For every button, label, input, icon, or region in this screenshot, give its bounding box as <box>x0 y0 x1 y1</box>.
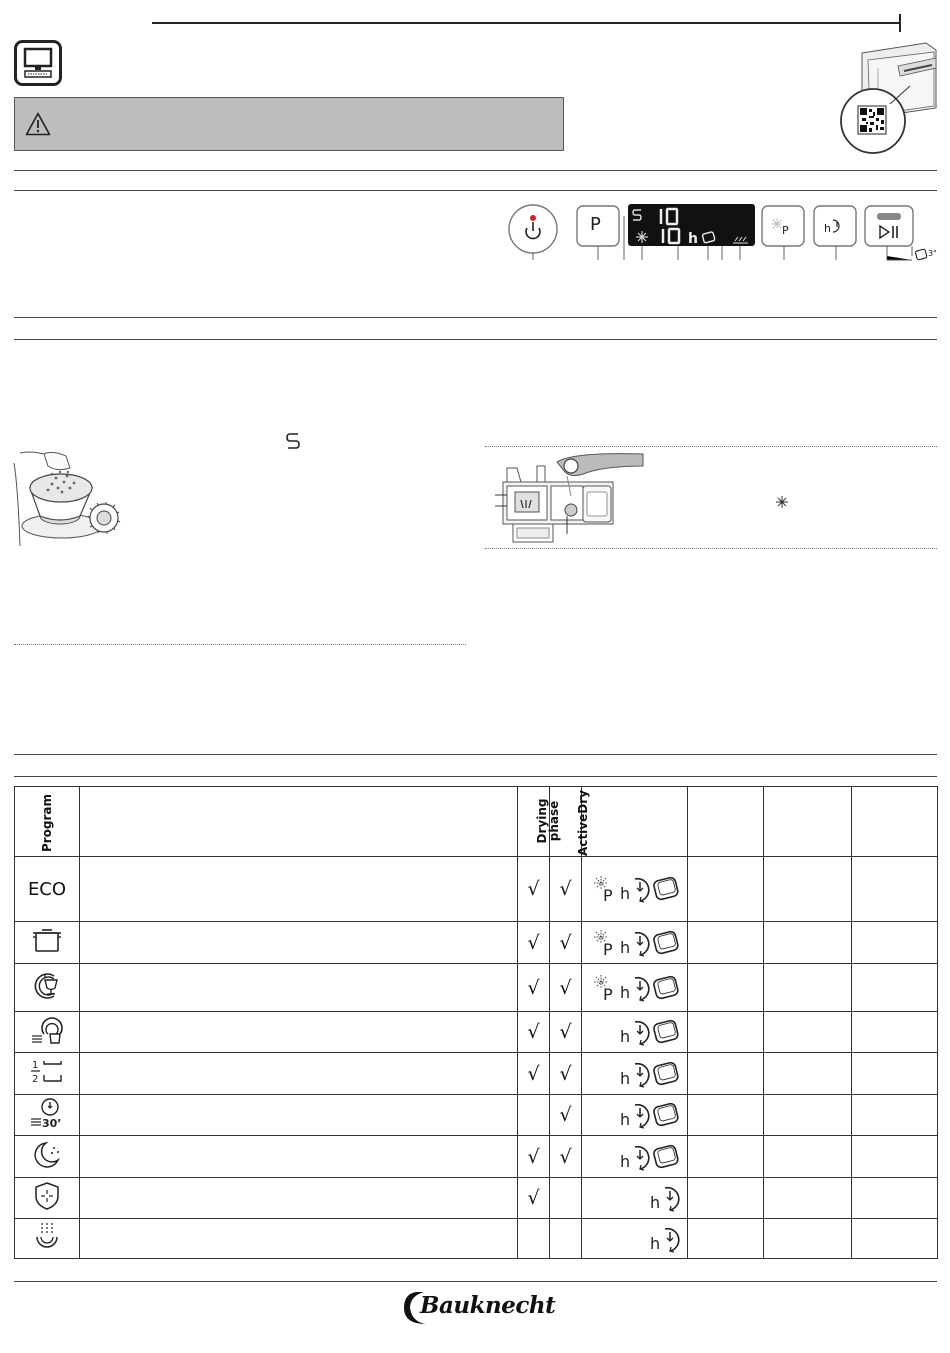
half-load-icon <box>29 1057 65 1087</box>
pot-icon <box>30 927 64 955</box>
program-description-cell <box>80 1012 518 1053</box>
header-rule-end <box>899 14 901 32</box>
empty-cell <box>852 1136 938 1178</box>
multizone-p-icon <box>593 928 619 958</box>
drying-phase-cell <box>518 1095 550 1136</box>
options-cell <box>582 1095 688 1136</box>
empty-cell <box>764 1178 852 1219</box>
empty-cell <box>688 1219 764 1259</box>
check-mark: √ <box>559 878 572 900</box>
empty-cell <box>764 1136 852 1178</box>
monitor-icon <box>14 40 62 86</box>
empty-header <box>764 787 852 857</box>
warning-bar <box>14 97 564 151</box>
options-cell <box>582 1053 688 1095</box>
empty-cell <box>852 1053 938 1095</box>
program-row <box>15 922 938 964</box>
options-cell <box>582 922 688 964</box>
svg-text:P: P <box>782 224 789 237</box>
multizone-p-icon <box>593 973 619 1003</box>
check-mark: √ <box>559 1145 572 1168</box>
program-icon-cell <box>15 922 80 964</box>
program-table <box>14 786 938 1259</box>
active-dry-cell <box>550 1053 582 1095</box>
quick-wash-icon <box>30 1014 64 1046</box>
options-cell <box>582 857 688 922</box>
night-icon <box>32 1140 62 1170</box>
empty-cell <box>852 1219 938 1259</box>
program-description-cell <box>80 1178 518 1219</box>
tablet-icon <box>651 1018 681 1046</box>
program-description-cell <box>80 1053 518 1095</box>
svg-text:h: h <box>620 1151 631 1171</box>
dotted-divider <box>485 446 937 447</box>
delay-start-icon <box>619 1142 651 1172</box>
drying-phase-cell <box>518 1053 550 1095</box>
active-dry-cell <box>550 857 582 922</box>
svg-text:h: h <box>620 1110 631 1129</box>
check-mark: √ <box>527 1145 540 1168</box>
check-mark: √ <box>559 1104 572 1126</box>
check-mark: √ <box>527 976 540 999</box>
active-dry-cell <box>550 922 582 964</box>
program-button-label[interactable]: P <box>590 214 601 235</box>
check-mark: √ <box>527 931 540 954</box>
check-mark: √ <box>559 1021 572 1043</box>
drying-phase-cell <box>518 1178 550 1219</box>
control-panel-illustration <box>500 196 945 266</box>
multizone-p-icon <box>593 874 619 904</box>
detergent-dispenser-illustration <box>493 452 673 547</box>
program-icon-cell <box>15 1095 80 1136</box>
drying-phase-cell <box>518 1219 550 1259</box>
program-row <box>15 1095 938 1136</box>
options-cell <box>582 964 688 1012</box>
options-cell <box>582 1178 688 1219</box>
section-rule <box>14 339 937 340</box>
empty-cell <box>764 1053 852 1095</box>
svg-text:h: h <box>620 1027 631 1046</box>
footer-rule <box>14 1281 937 1282</box>
description-header <box>80 787 518 857</box>
program-row <box>15 1012 938 1053</box>
program-icon-cell <box>15 1012 80 1053</box>
empty-cell <box>688 1053 764 1095</box>
svg-text:2: 2 <box>32 1073 39 1085</box>
delay-start-icon <box>619 1059 651 1089</box>
svg-text:P: P <box>603 984 613 1003</box>
empty-cell <box>852 1178 938 1219</box>
active-dry-cell <box>550 964 582 1012</box>
empty-cell <box>688 1012 764 1053</box>
tablet-icon <box>651 1101 681 1129</box>
empty-cell <box>852 964 938 1012</box>
program-row <box>15 1219 938 1259</box>
program-icon-cell <box>15 1219 80 1259</box>
empty-cell <box>688 964 764 1012</box>
svg-text:h: h <box>620 1068 631 1088</box>
active-dry-cell <box>550 1136 582 1178</box>
drying-phase-cell <box>518 922 550 964</box>
svg-text:h: h <box>620 982 631 1002</box>
program-description-cell <box>80 964 518 1012</box>
section-rule <box>14 170 937 171</box>
empty-cell <box>688 1136 764 1178</box>
drying-phase-header: Drying phase <box>518 787 550 857</box>
dishwasher-qr-illustration <box>838 38 938 156</box>
empty-cell <box>852 857 938 922</box>
active-dry-cell <box>550 1178 582 1219</box>
program-description-cell <box>80 1095 518 1136</box>
empty-cell <box>764 964 852 1012</box>
empty-cell <box>688 1095 764 1136</box>
brand-name: Bauknecht <box>420 1292 556 1319</box>
section-rule <box>14 776 937 777</box>
empty-cell <box>764 922 852 964</box>
check-mark: √ <box>527 1021 540 1043</box>
rinse-icon <box>33 1221 61 1253</box>
empty-cell <box>764 1012 852 1053</box>
empty-cell <box>688 922 764 964</box>
program-icon-cell <box>15 1178 80 1219</box>
tablet-icon <box>651 875 681 903</box>
empty-cell <box>688 857 764 922</box>
empty-cell <box>764 857 852 922</box>
drying-phase-cell <box>518 964 550 1012</box>
empty-cell <box>764 1219 852 1259</box>
active-dry-cell <box>550 1012 582 1053</box>
rapid-30-icon <box>29 1097 65 1129</box>
delay-start-icon <box>619 1100 651 1130</box>
program-icon-cell <box>15 964 80 1012</box>
options-cell <box>582 1136 688 1178</box>
section-rule <box>14 754 937 755</box>
program-row <box>15 964 938 1012</box>
delay-start-icon <box>619 973 651 1003</box>
program-header: Program <box>15 787 80 857</box>
delay-start-icon <box>619 1017 651 1047</box>
svg-text:30’: 30’ <box>42 1117 62 1129</box>
delay-start-icon <box>649 1183 681 1213</box>
tablet-hold-label: 3" <box>928 249 937 258</box>
program-icon-cell <box>15 1053 80 1095</box>
options-cell <box>582 1219 688 1259</box>
salt-filling-illustration <box>12 448 124 548</box>
dotted-divider <box>14 644 466 645</box>
options-header <box>582 787 688 857</box>
program-icon-cell <box>15 1136 80 1178</box>
svg-text:P: P <box>603 886 613 904</box>
active-dry-cell <box>550 1095 582 1136</box>
delay-start-icon <box>649 1224 681 1254</box>
check-mark: √ <box>527 878 540 900</box>
program-row <box>15 1178 938 1219</box>
check-mark: √ <box>559 1062 572 1085</box>
svg-text:1: 1 <box>32 1059 39 1071</box>
svg-text:h: h <box>620 884 631 903</box>
empty-cell <box>852 1012 938 1053</box>
svg-text:h: h <box>650 1193 661 1212</box>
multizone-star-icon <box>775 495 789 509</box>
program-description-cell <box>80 922 518 964</box>
empty-header <box>688 787 764 857</box>
program-row <box>15 1053 938 1095</box>
header-rule <box>152 22 900 24</box>
program-row <box>15 857 938 922</box>
program-row <box>15 1136 938 1178</box>
svg-text:P: P <box>603 939 613 958</box>
sanitize-icon <box>33 1181 61 1211</box>
empty-cell <box>688 1178 764 1219</box>
svg-text:h: h <box>824 222 831 235</box>
svg-text:h: h <box>688 231 698 247</box>
options-cell <box>582 1012 688 1053</box>
warning-icon <box>25 112 51 136</box>
salt-symbol-icon <box>286 432 300 450</box>
program-icon-cell <box>15 857 80 922</box>
empty-cell <box>852 1095 938 1136</box>
section-rule <box>14 190 937 191</box>
drying-phase-cell <box>518 1136 550 1178</box>
program-description-cell <box>80 857 518 922</box>
check-mark: √ <box>559 931 572 954</box>
svg-text:h: h <box>620 937 631 957</box>
tablet-icon <box>651 1060 681 1088</box>
program-description-cell <box>80 1136 518 1178</box>
delay-start-icon <box>619 928 651 958</box>
active-dry-header: ActiveDry <box>550 787 582 857</box>
drying-phase-cell <box>518 857 550 922</box>
check-mark: √ <box>559 976 572 999</box>
program-description-cell <box>80 1219 518 1259</box>
tablet-icon <box>651 929 681 957</box>
tablet-icon <box>651 974 681 1002</box>
svg-text:h: h <box>650 1233 661 1253</box>
drying-phase-cell <box>518 1012 550 1053</box>
section-rule <box>14 317 937 318</box>
tablet-icon <box>651 1143 681 1171</box>
eco-icon: ECO <box>27 878 67 900</box>
empty-header <box>852 787 938 857</box>
dotted-divider <box>485 548 937 549</box>
empty-cell <box>764 1095 852 1136</box>
empty-cell <box>852 922 938 964</box>
check-mark: √ <box>527 1187 540 1209</box>
delay-start-icon <box>619 874 651 904</box>
glass-wash-icon <box>30 970 64 1002</box>
active-dry-cell <box>550 1219 582 1259</box>
table-header-row <box>15 787 938 857</box>
check-mark: √ <box>527 1062 540 1085</box>
